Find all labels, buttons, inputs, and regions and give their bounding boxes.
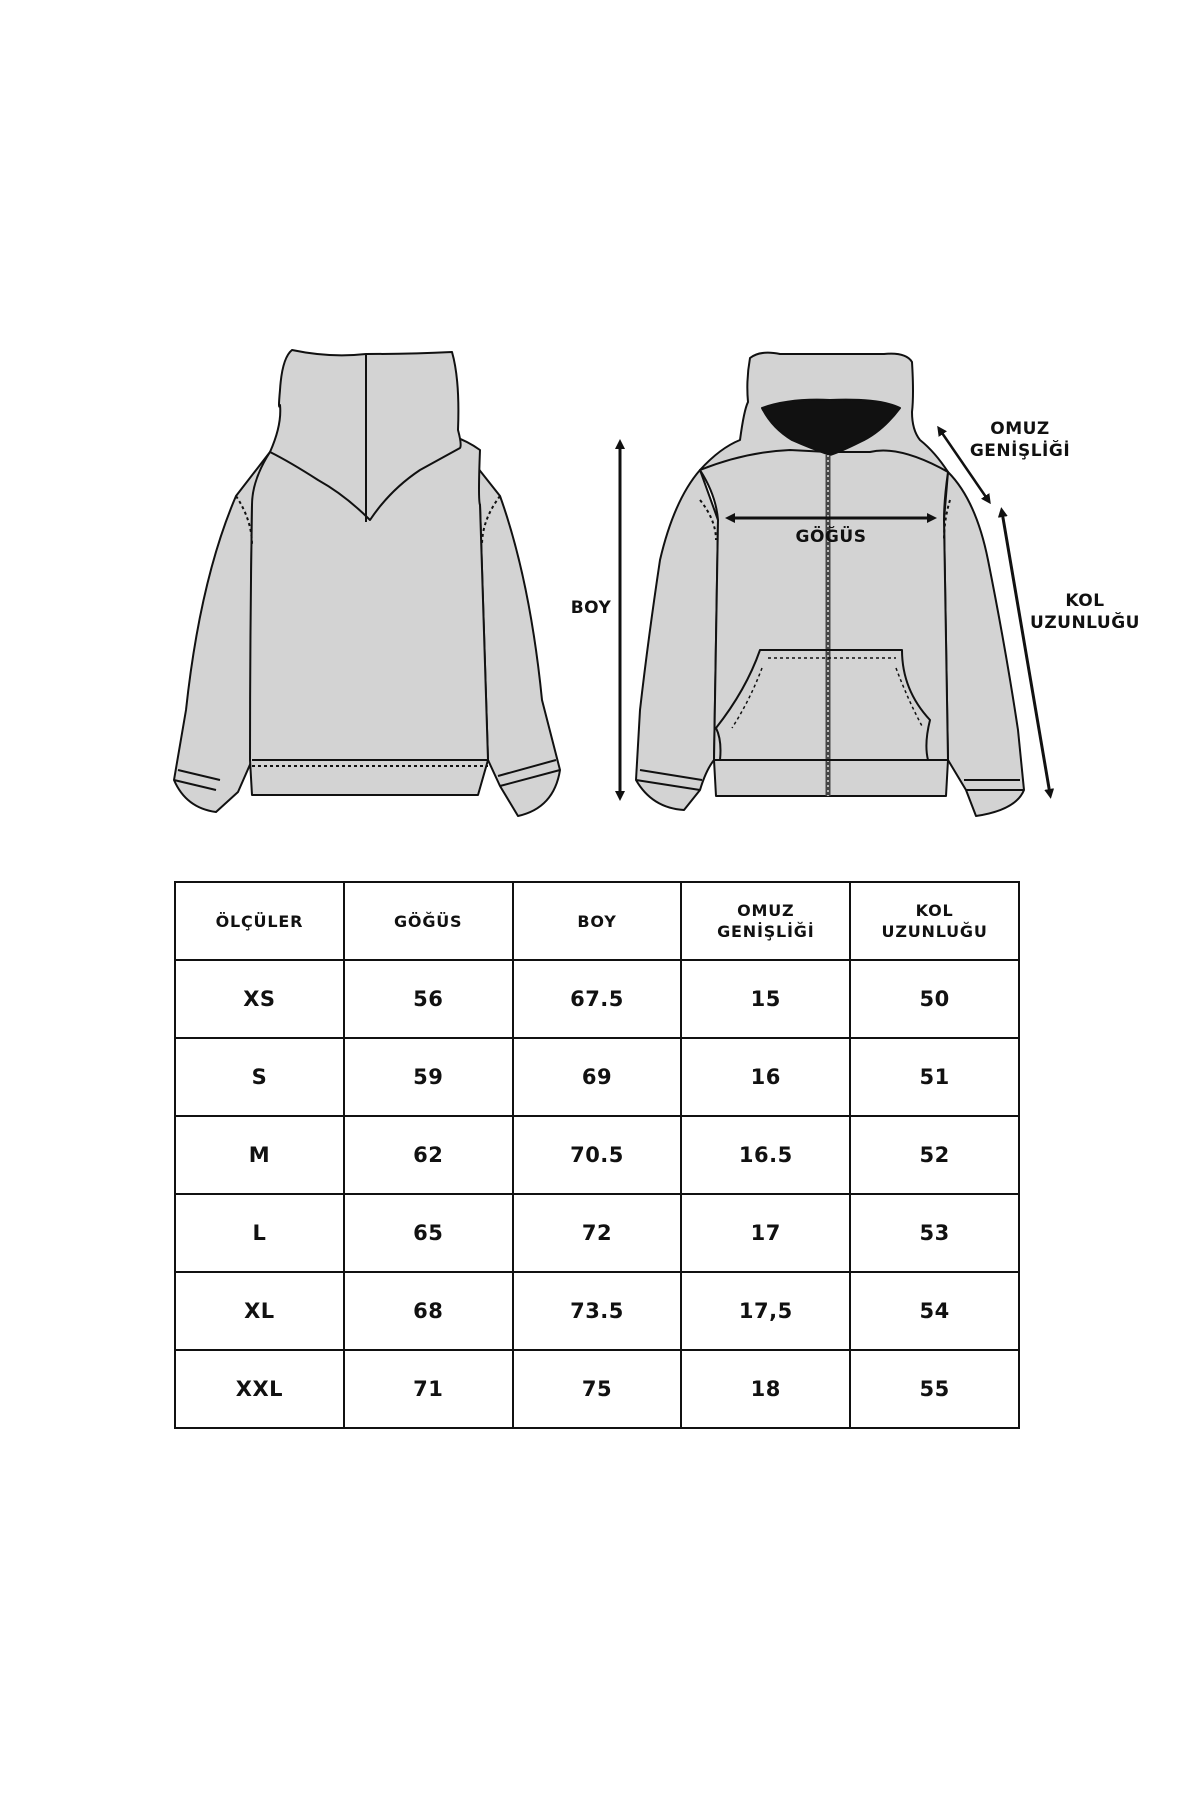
- cell-size: XS: [175, 960, 344, 1038]
- table-row: [175, 1350, 1019, 1428]
- label-gogus: GÖĞÜS: [795, 527, 867, 547]
- cell-boy: 73.5: [513, 1272, 682, 1350]
- header-kol-uzunlugu: KOL UZUNLUĞU: [850, 882, 1019, 960]
- cell-gogus: 59: [344, 1038, 513, 1116]
- cell-omuz: 18: [681, 1350, 850, 1428]
- cell-omuz: 15: [681, 960, 850, 1038]
- cell-kol: 53: [850, 1194, 1019, 1272]
- cell-kol: 54: [850, 1272, 1019, 1350]
- table-row: [175, 1194, 1019, 1272]
- cell-kol: 50: [850, 960, 1019, 1038]
- cell-size: S: [175, 1038, 344, 1116]
- cell-boy: 75: [513, 1350, 682, 1428]
- cell-kol: 52: [850, 1116, 1019, 1194]
- cell-gogus: 62: [344, 1116, 513, 1194]
- front-left-sleeve: [636, 470, 718, 810]
- cell-omuz: 16: [681, 1038, 850, 1116]
- cell-boy: 70.5: [513, 1116, 682, 1194]
- cell-size: M: [175, 1116, 344, 1194]
- table-row: [175, 1038, 1019, 1116]
- cell-gogus: 65: [344, 1194, 513, 1272]
- cell-kol: 51: [850, 1038, 1019, 1116]
- header-boy: BOY: [513, 882, 682, 960]
- cell-omuz: 17: [681, 1194, 850, 1272]
- table-row: [175, 1272, 1019, 1350]
- cell-boy: 72: [513, 1194, 682, 1272]
- cell-size: L: [175, 1194, 344, 1272]
- hoodie-back-view: [174, 350, 560, 816]
- front-right-sleeve: [944, 472, 1024, 816]
- size-chart-table: [174, 881, 1020, 1429]
- table-row: [175, 1116, 1019, 1194]
- cell-omuz: 17,5: [681, 1272, 850, 1350]
- label-omuz-genisligi: OMUZ GENİŞLİĞİ: [969, 419, 1071, 461]
- cell-kol: 55: [850, 1350, 1019, 1428]
- cell-size: XXL: [175, 1350, 344, 1428]
- header-omuz-genisligi: OMUZ GENİŞLİĞİ: [681, 882, 850, 960]
- cell-size: XL: [175, 1272, 344, 1350]
- cell-gogus: 56: [344, 960, 513, 1038]
- table-row: [175, 960, 1019, 1038]
- table-header-row: [175, 882, 1019, 960]
- cell-boy: 67.5: [513, 960, 682, 1038]
- label-kol-uzunlugu: KOL UZUNLUĞU: [1030, 591, 1140, 633]
- cell-omuz: 16.5: [681, 1116, 850, 1194]
- header-gogus: GÖĞÜS: [344, 882, 513, 960]
- cell-boy: 69: [513, 1038, 682, 1116]
- cell-gogus: 68: [344, 1272, 513, 1350]
- front-body: [700, 440, 948, 796]
- cell-gogus: 71: [344, 1350, 513, 1428]
- label-boy: BOY: [570, 598, 612, 618]
- header-olculer: ÖLÇÜLER: [175, 882, 344, 960]
